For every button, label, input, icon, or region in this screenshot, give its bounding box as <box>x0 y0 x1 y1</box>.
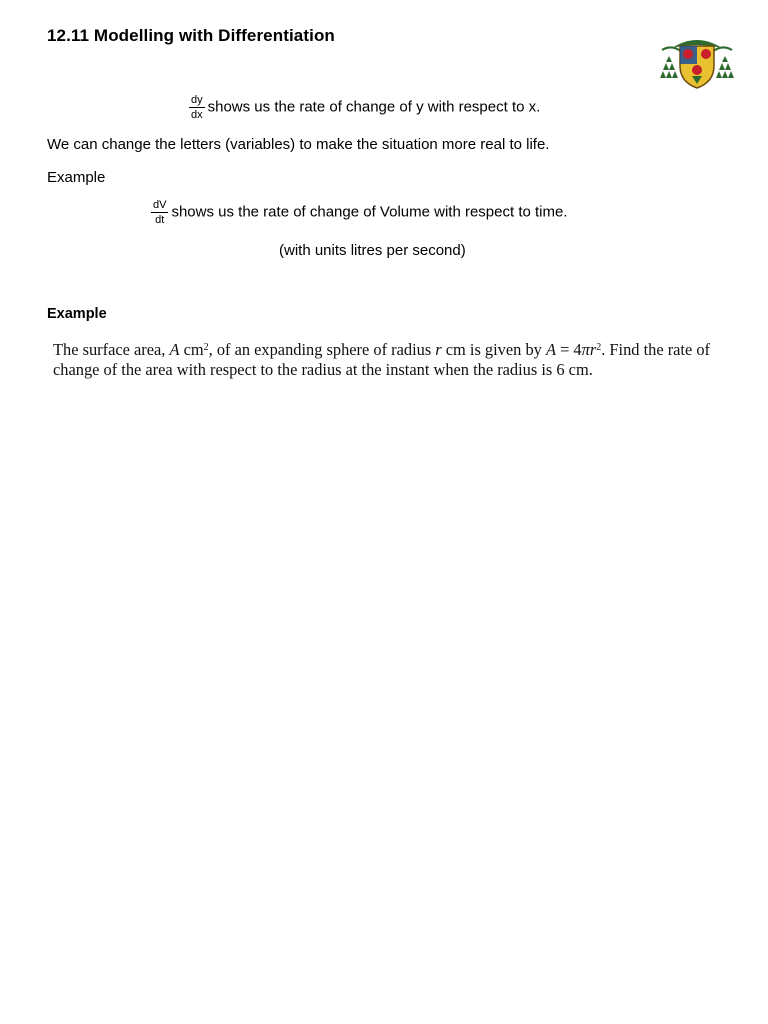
units-note: (with units litres per second) <box>279 242 466 259</box>
dv-dt-fraction: $\frac{dV}{dt}$ <box>153 199 167 226</box>
example-problem-text: The surface area, A $cm^2$, of an expanding sphere of radius r cm is given by $A = 4\pi r^2$. Find the rate of change of the area with respect to the radius at the instant when the radius is 6 cm. <box>53 340 711 379</box>
dy-dx-line <box>189 94 540 121</box>
example-label-2: Example <box>47 306 107 322</box>
dv-dt-line <box>151 199 568 226</box>
dy-dx-description: shows us the rate of change of y with respect to x. <box>207 98 541 116</box>
page-title: 12.11 Modelling with Differentiation <box>47 26 335 45</box>
example-label-1: Example <box>47 169 106 186</box>
variables-note: We can change the letters (variables) to make the situation more real to life. <box>47 136 550 153</box>
school-crest-logo <box>652 34 742 90</box>
dy-dx-fraction: $\frac{dy}{dx}$ <box>191 94 203 121</box>
dv-dt-description: shows us the rate of change of Volume with respect to time. <box>171 203 568 221</box>
